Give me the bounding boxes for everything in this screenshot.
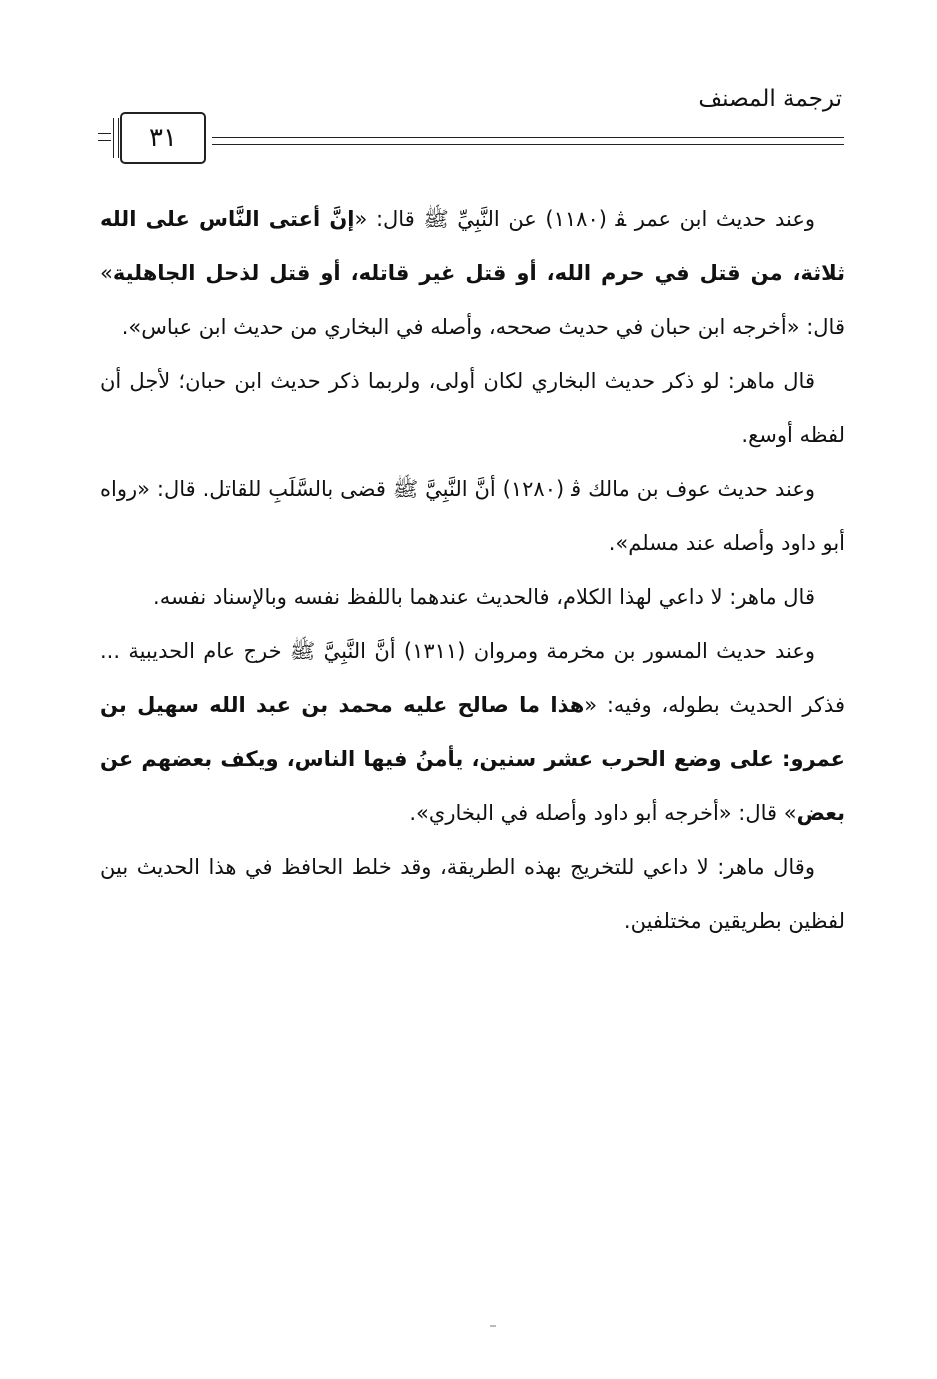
running-header-title: ترجمة المصنف: [698, 86, 842, 112]
paragraph-2: قال ماهر: لو ذكر حديث البخاري لكان أولى، ولربما ذكر حديث ابن حبان؛ لأجل أن لفظه أوسع.: [100, 369, 845, 447]
page-number: ٣١: [120, 112, 206, 164]
paragraph-5-intro: وعند حديث المسور بن مخرمة ومروان (١٣١١) أنَّ النَّبِيَّ ﷺ خرج عام الحديبية ... فذكر الحديث بطوله، وفيه: «: [100, 639, 845, 717]
hadith-quote-2: هذا ما صالح عليه محمد بن عبد الله سهيل بن عمرو: على وضع الحرب عشر سنين، يأمنُ فيها الناس، ويكف بعضهم عن بعض: [100, 693, 845, 825]
paragraph-4: قال ماهر: لا داعي لهذا الكلام، فالحديث عندهما باللفظ نفسه وبالإسناد نفسه.: [153, 585, 815, 609]
main-text: [100, 192, 845, 948]
paragraph-6: وقال ماهر: لا داعي للتخريج بهذه الطريقة، وقد خلط الحافظ في هذا الحديث بين لفظين بطريقين مختلفين.: [100, 855, 845, 933]
header-rule: [212, 137, 844, 145]
hadith-quote-1: إنَّ أعتى النَّاس على الله ثلاثة، من قتل في حرم الله، أو قتل غير قاتله، أو قتل لذحل الجاهلية: [100, 207, 845, 285]
header-rule-left-segment: [98, 133, 111, 141]
paragraph-3: وعند حديث عوف بن مالك ﭬ (١٢٨٠) أنَّ النَّبِيَّ ﷺ قضى بالسَّلَبِ للقاتل. قال: «رواه أبو داود وأصله عند مسلم».: [100, 477, 845, 555]
paragraph-5-citation: » قال: «أخرجه أبو داود وأصله في البخاري».: [409, 801, 797, 825]
paragraph-1-citation: » قال: «أخرجه ابن حبان في حديث صححه، وأصله في البخاري من حديث ابن عباس».: [100, 261, 845, 339]
paragraph-1-intro: وعند حديث ابن عمر ﭭ (١١٨٠) عن النَّبِيِّ ﷺ قال: «: [354, 207, 815, 231]
paragraph-5: [100, 624, 845, 840]
scan-speck: [490, 1325, 496, 1327]
paragraph-1: [100, 192, 845, 354]
